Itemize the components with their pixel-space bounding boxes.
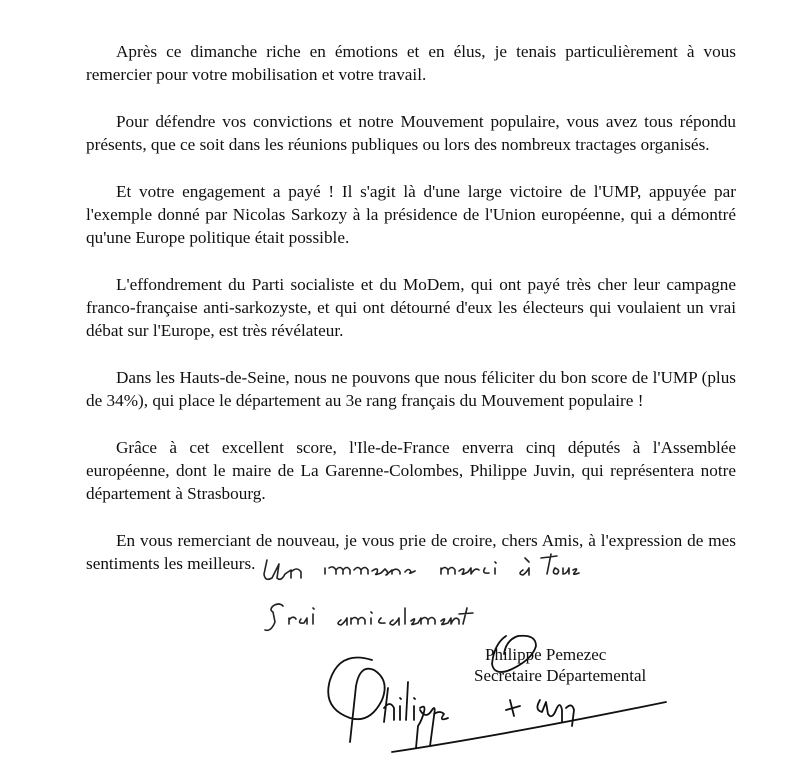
paragraph-closing: En vous remerciant de nouveau, je vous prie de croire, chers Amis, à l'expression de mes sentiments les meilleurs.: [86, 531, 736, 573]
paragraph-convictions: Pour défendre vos convictions et notre Mouvement populaire, vous avez tous répondu présents, que ce soit dans les réunions publiques ou lors des nombreux tractages organisés.: [86, 112, 736, 154]
paragraph-victory: Et votre engagement a payé ! Il s'agit là d'une large victoire de l'UMP, appuyée par l'exemple donné par Nicolas Sarkozy à la présidence de l'Union européenne, qui a démontré qu'une Europe politique était possible.: [86, 182, 736, 247]
paragraph-thanks: Après ce dimanche riche en émotions et en élus, je tenais particulièrement à vous remercier pour votre mobilisation et votre travail.: [86, 42, 736, 84]
paragraph-deputies: Grâce à cet excellent score, l'Ile-de-France enverra cinq députés à l'Assemblée européenne, dont le maire de La Garenne-Colombes, Philippe Juvin, qui représentera notre département à Strasbourg.: [86, 438, 736, 503]
paragraph-score: Dans les Hauts-de-Seine, nous ne pouvons que nous féliciter du bon score de l'UMP (plus de 34%), qui place le département au 3e rang français du Mouvement populaire !: [86, 368, 736, 410]
signatory-title: Secrétaire Départemental: [474, 666, 647, 685]
paragraph-collapse: L'effondrement du Parti socialiste et du MoDem, qui ont payé très cher leur campagne franco-française anti-sarkozyste, et qui ont détourné d'eux les électeurs qui voulaient un vrai débat sur l'Europe, est très révélateur.: [86, 275, 736, 340]
signatory-block: [470, 644, 690, 686]
signatory-name: Philippe Pemezec: [485, 645, 607, 664]
handwritten-note: [255, 548, 585, 648]
letter-body: [86, 40, 736, 575]
